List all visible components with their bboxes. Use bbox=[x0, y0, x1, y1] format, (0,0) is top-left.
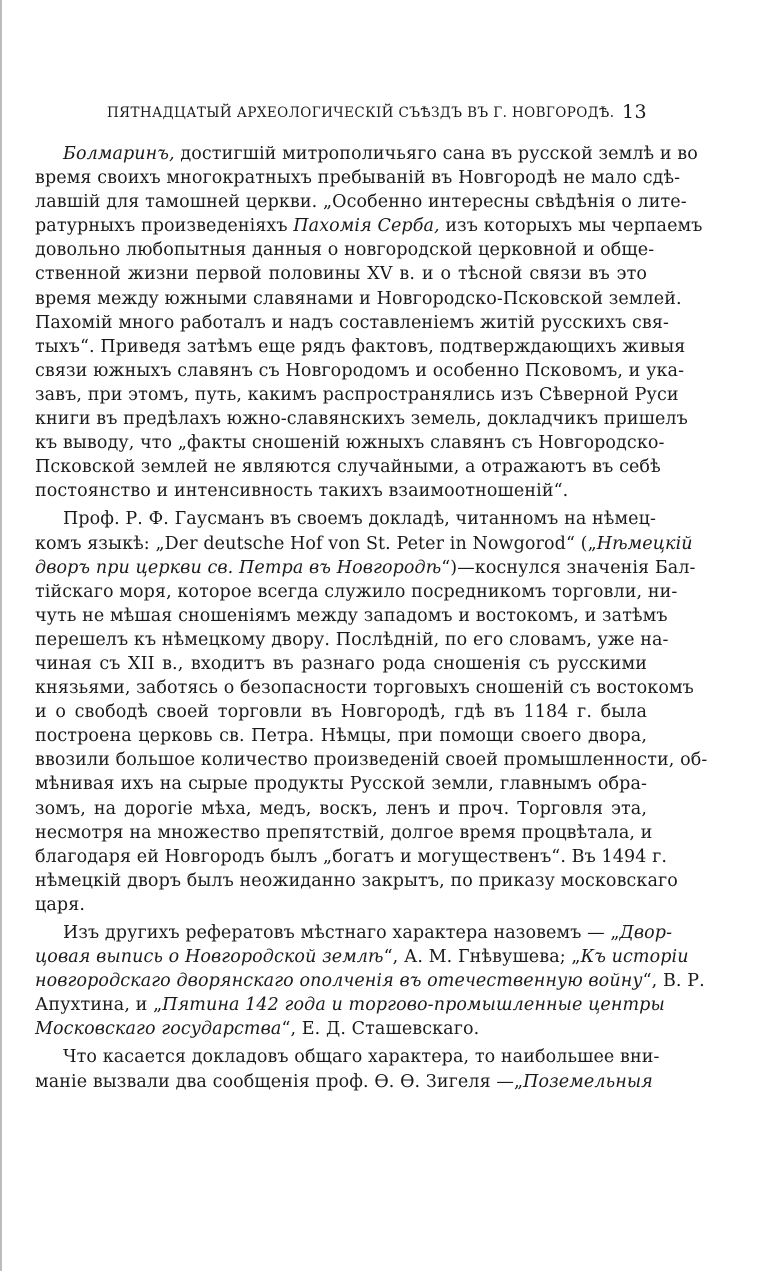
text-run: князьями, заботясь о безопасности торговыхъ сношеній съ востокомъ bbox=[35, 678, 694, 699]
text-line bbox=[35, 311, 669, 335]
text-line bbox=[35, 383, 679, 407]
text-run: ратурныхъ произведеніяхъ bbox=[35, 216, 294, 237]
text-line bbox=[35, 287, 682, 311]
italic-text: Московскаго государства bbox=[35, 1019, 282, 1040]
text-line bbox=[35, 580, 678, 604]
text-line bbox=[35, 479, 647, 503]
italic-text: Болмаринъ, bbox=[63, 144, 175, 164]
text-run: достигшій митрополичьяго сана въ русской землѣ и во bbox=[174, 144, 698, 164]
text-line bbox=[35, 507, 656, 531]
text-run: книги въ предѣлахъ южно-славянскихъ земель, докладчикъ пришелъ bbox=[35, 409, 688, 430]
page-edge bbox=[0, 0, 2, 1271]
text-run: “, Е. Д. Сташевскаго. bbox=[281, 1019, 480, 1040]
text-run: и о свободѣ своей торговли въ Новгородѣ, гдѣ въ 1184 г. была bbox=[35, 702, 647, 723]
text-run: царя. bbox=[35, 894, 85, 915]
italic-text: Пятина 142 года и торгово-промышленные центры bbox=[162, 995, 665, 1016]
text-run: перешелъ къ нѣмецкому двору. Послѣдній, по его словамъ, уже на- bbox=[35, 629, 669, 650]
text-run: Пахомій много работалъ и надъ составленіемъ житій русскихъ свя- bbox=[35, 312, 669, 333]
text-line bbox=[35, 969, 705, 993]
text-run: тыхъ“. Приведя затѣмъ еще рядъ фактовъ, подтверждающихъ живыя bbox=[35, 336, 686, 357]
italic-text: Къ исторіи bbox=[580, 947, 689, 968]
italic-text: Двор- bbox=[619, 923, 673, 943]
text-run: “)—коснулся значенія Бал- bbox=[441, 557, 696, 578]
text-run: чиная съ XII в., входитъ въ разнаго рода сношенія съ русскими bbox=[35, 653, 647, 674]
paragraph bbox=[35, 921, 705, 1041]
text-line bbox=[35, 921, 673, 945]
text-line bbox=[35, 604, 668, 628]
text-run: лавшій для тамошней церкви. „Особенно интересны свѣдѣнія о лите- bbox=[35, 192, 687, 213]
text-line bbox=[35, 1045, 660, 1069]
text-line bbox=[35, 359, 685, 383]
text-run: чуть не мѣшая сношеніямъ между западомъ и востокомъ, и затѣмъ bbox=[35, 605, 668, 626]
text-run: Изъ другихъ рефератовъ мѣстнаго характера назовемъ — „ bbox=[63, 923, 620, 943]
italic-text: новгородскаго дворянскаго ополченія въ отечественную войну bbox=[35, 971, 643, 992]
italic-text: цовая выпись о Новгородской землѣ bbox=[35, 947, 384, 968]
text-line bbox=[35, 676, 694, 700]
text-line bbox=[35, 993, 665, 1017]
italic-text: Пахомія Серба, bbox=[293, 216, 440, 237]
text-run: постоянство и интенсивность такихъ взаимоотношеній“. bbox=[35, 481, 569, 502]
text-line bbox=[35, 214, 703, 238]
text-line bbox=[35, 772, 647, 796]
text-run: построена церковь св. Петра. Нѣмцы, при помощи своего двора, bbox=[35, 726, 647, 747]
text-run: къ выводу, что „факты сношеній южныхъ славянъ съ Новгородско- bbox=[35, 433, 665, 454]
text-line bbox=[35, 1070, 653, 1094]
text-line bbox=[35, 407, 688, 431]
text-line bbox=[35, 797, 647, 821]
text-run: мѣнивая ихъ на сырые продукты Русской земли, главнымъ обра- bbox=[35, 774, 647, 795]
paragraph bbox=[35, 142, 703, 503]
text-line bbox=[35, 455, 661, 479]
text-run: Апухтина, и „ bbox=[35, 995, 163, 1016]
text-line bbox=[35, 869, 678, 893]
paragraph bbox=[35, 507, 708, 917]
text-line bbox=[35, 190, 687, 214]
text-line bbox=[35, 652, 647, 676]
text-line bbox=[35, 532, 693, 556]
text-run: Проф. Р. Ф. Гаусманъ въ своемъ докладѣ, читанномъ на нѣмец- bbox=[63, 509, 656, 530]
text-run: тійскаго моря, которое всегда служило посредникомъ торговли, ни- bbox=[35, 581, 678, 602]
text-line bbox=[35, 166, 681, 190]
text-run: довольно любопытныя данныя о новгородской церковной и обще- bbox=[35, 240, 655, 261]
text-line bbox=[35, 142, 698, 166]
text-line bbox=[35, 821, 653, 845]
text-line bbox=[35, 238, 655, 262]
text-run: несмотря на множество препятствій, долгое время процвѣтала, и bbox=[35, 822, 653, 843]
body-text bbox=[35, 142, 708, 1094]
text-line bbox=[35, 262, 647, 286]
text-line bbox=[35, 945, 689, 969]
text-run: нѣмецкій дворъ былъ неожиданно закрытъ, по приказу московскаго bbox=[35, 870, 678, 891]
text-run: Псковской землей не являются случайными, а отражаютъ въ себѣ bbox=[35, 457, 661, 478]
text-run: связи южныхъ славянъ съ Новгородомъ и особенно Псковомъ, и ука- bbox=[35, 360, 685, 381]
text-line bbox=[35, 845, 668, 869]
text-run: маніе вызвали два сообщенія проф. Ѳ. Ѳ. Зигеля —„ bbox=[35, 1071, 524, 1092]
text-run: время своихъ многократныхъ пребываній въ Новгородѣ не мало сдѣ- bbox=[35, 168, 681, 189]
text-run: Что касается докладовъ общаго характера, то наибольшее вни- bbox=[63, 1047, 660, 1068]
text-run: “, В. Р. bbox=[642, 971, 705, 992]
italic-text: дворъ при церкви св. Петра въ Новгородѣ bbox=[35, 557, 442, 578]
text-line bbox=[35, 556, 696, 580]
text-run: комъ языкѣ: „Der deutsche Hof von St. Peter in Nowgorod“ („ bbox=[35, 533, 597, 554]
text-line bbox=[35, 724, 647, 748]
paragraph bbox=[35, 1045, 660, 1093]
italic-text: Нѣмецкій bbox=[596, 533, 693, 554]
text-run: благодаря ей Новгородъ былъ „богатъ и могущественъ“. Въ 1494 г. bbox=[35, 846, 668, 867]
text-line bbox=[35, 628, 669, 652]
running-header bbox=[107, 99, 647, 127]
text-run: время между южными славянами и Новгородско-Псковской землей. bbox=[35, 288, 682, 309]
running-title: ПЯТНАДЦАТЫЙ АРХЕОЛОГИЧЕСКІЙ СЪѢЗДЪ ВЪ Г. НОВГОРОДѢ. bbox=[107, 105, 615, 121]
text-run: завъ, при этомъ, путь, какимъ распространялись изъ Сѣверной Руси bbox=[35, 384, 679, 405]
text-line bbox=[35, 748, 708, 772]
page-number: 13 bbox=[622, 101, 647, 123]
text-line bbox=[35, 700, 647, 724]
text-run: ственной жизни первой половины XV в. и о тѣсной связи въ это bbox=[35, 264, 647, 285]
text-run: “, А. М. Гнѣвушева; „ bbox=[383, 947, 581, 968]
text-line bbox=[35, 431, 665, 455]
text-run: зомъ, на дорогіе мѣха, медъ, воскъ, ленъ и проч. Торговля эта, bbox=[35, 798, 647, 819]
text-line bbox=[35, 1017, 647, 1041]
italic-text: Поземельныя bbox=[523, 1071, 653, 1092]
text-run: изъ которыхъ мы черпаемъ bbox=[439, 216, 703, 237]
text-run: ввозили большое количество произведеній своей промышленности, об- bbox=[35, 750, 708, 771]
text-line bbox=[35, 335, 686, 359]
text-line bbox=[35, 893, 647, 917]
